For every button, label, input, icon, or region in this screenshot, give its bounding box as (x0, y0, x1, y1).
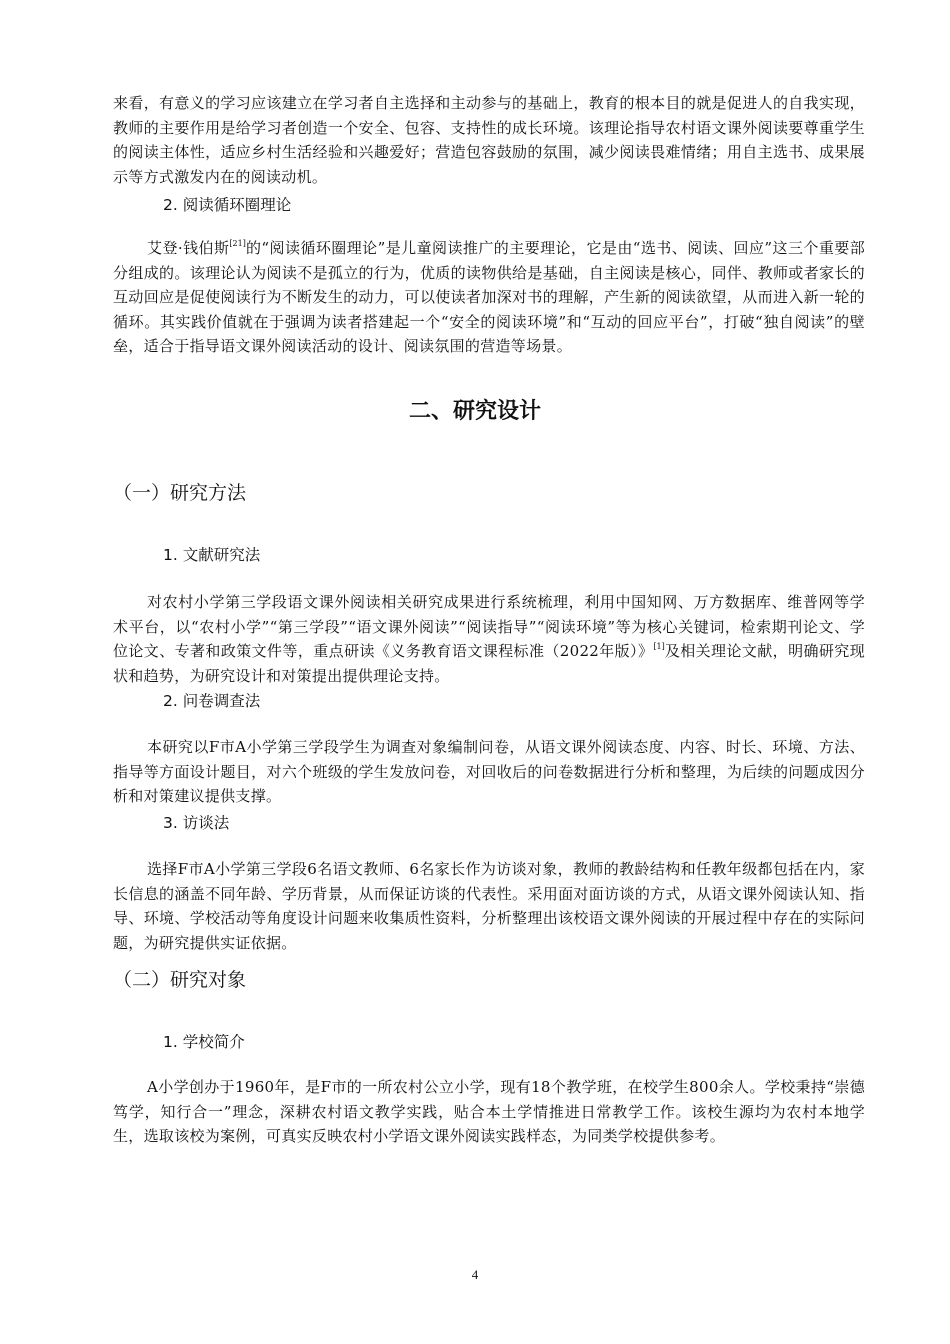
heading-reading-cycle-theory: 2. 阅读循环圈理论 (163, 196, 292, 214)
text-segment: 对农村小学第三学段语文课外阅读相关研究成果进行系统梳理，利用中国知网、万方数据库、维普网等学术平台，以“农村小学”“第三学段”“语文课外阅读”“阅读指导”“阅读环境”等为核心关键词，检索期刊论文、学位论文、专著和政策文件等，重点研读《义务教育语文课程标准（2022年版）》 (113, 593, 865, 661)
heading-literature-method: 1. 文献研究法 (163, 546, 261, 564)
paragraph-humanism-continued: 来看，有意义的学习应该建立在学习者自主选择和主动参与的基础上，教育的根本目的就是促进人的自我实现，教师的主要作用是给学习者创造一个安全、包容、支持性的成长环境。该理论指导农村语文课外阅读要尊重学生的阅读主体性，适应乡村生活经验和兴趣爱好；营造包容鼓励的氛围，减少阅读畏难情绪；用自主选书、成果展示等方式激发内在的阅读动机。 (113, 94, 865, 186)
citation-1: [1] (653, 642, 665, 652)
paragraph-school-introduction: A小学创办于1960年，是F市的一所农村公立小学，现有18个教学班，在校学生800余人。学校秉持“崇德笃学，知行合一”理念，深耕农村语文教学实践，贴合本土学情推进日常教学工作。该校生源均为农村本地学生，选取该校为案例，可真实反映农村小学语文课外阅读实践样态，为同类学校提供参考。 (113, 1078, 865, 1146)
citation-21: [21] (229, 239, 246, 248)
section-title-research-subjects: （二）研究对象 (113, 969, 247, 991)
text-segment: 的“阅读循环圈理论”是儿童阅读推广的主要理论，它是由“选书、阅读、回应”这三个重要部分组成的。该理论认为阅读不是孤立的行为，优质的读物供给是基础，自主阅读是核心，同伴、教师或者家长的互动回应是促使阅读行为不断发生的动力，可以使读者加深对书的理解，产生新的阅读欲望，从而进入新一轮的循环。其实践价值就在于强调为读者搭建起一个“安全的阅读环境”和“互动的回应平台”，打破“独自阅读”的壁垒，适合于指导语文课外阅读活动的设计、阅读氛围的营造等场景。 (113, 239, 866, 356)
paragraph-questionnaire-method: 本研究以F市A小学第三学段学生为调查对象编制问卷，从语文课外阅读态度、内容、时长、环境、方法、指导等方面设计题目，对六个班级的学生发放问卷，对回收后的问卷数据进行分析和整理，为后续的问题成因分析和对策建议提供支撑。 (113, 738, 865, 806)
heading-interview-method: 3. 访谈法 (163, 814, 230, 832)
heading-school-introduction: 1. 学校简介 (163, 1033, 245, 1051)
text-segment: 艾登·钱伯斯 (147, 239, 230, 257)
chapter-title-research-design: 二、研究设计 (408, 399, 541, 424)
paragraph-literature-method (113, 590, 865, 688)
section-title-research-methods: （一）研究方法 (113, 482, 247, 504)
page-number: 4 (471, 1267, 479, 1282)
text-segment: 及相关理论文献，明确研究现状和趋势，为研究设计和对策提出提供理论支持。 (113, 642, 865, 685)
paragraph-reading-cycle-theory (113, 236, 865, 359)
heading-questionnaire-method: 2. 问卷调查法 (163, 692, 261, 710)
paragraph-interview-method: 选择F市A小学第三学段6名语文教师、6名家长作为访谈对象，教师的教龄结构和任教年级都包括在内，家长信息的涵盖不同年龄、学历背景，从而保证访谈的代表性。采用面对面访谈的方式，从语文课外阅读认知、指导、环境、学校活动等角度设计问题来收集质性资料，分析整理出该校语文课外阅读的开展过程中存在的实际问题，为研究提供实证依据。 (113, 860, 865, 952)
